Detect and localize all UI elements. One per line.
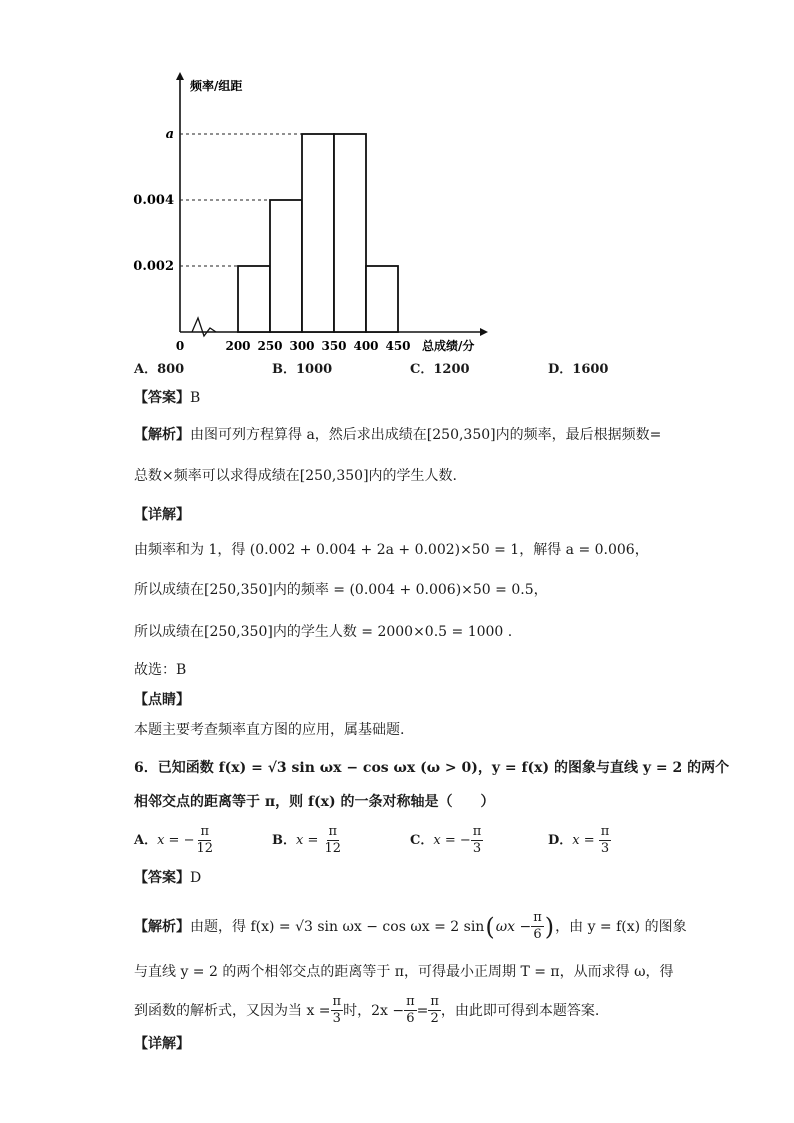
fraction-denominator: 3 xyxy=(332,1011,341,1026)
analysis-text: ，由 y = f(x) 的图象 xyxy=(555,918,687,935)
fraction xyxy=(531,910,544,943)
q5-analysis-line-1 xyxy=(134,425,661,445)
q6-stem-line-1: 6．已知函数 f(x) = √3 sin ωx − cos ωx (ω > 0)，y = f(x) 的图象与直线 y = 2 的两个 xyxy=(134,760,730,776)
x-tick-label: 250 xyxy=(257,339,283,353)
q6-option-a xyxy=(134,824,215,857)
option-label: A． xyxy=(134,833,158,848)
fraction xyxy=(599,824,612,857)
q6-option-d xyxy=(548,824,611,857)
paren-close: ) xyxy=(544,912,555,941)
option-expr: x = − xyxy=(433,833,471,848)
fraction xyxy=(471,824,484,857)
fraction-denominator: 6 xyxy=(406,1011,415,1026)
option-expr: x = xyxy=(296,833,323,848)
fraction xyxy=(194,824,215,857)
q5-comment: 本题主要考查频率直方图的应用，属基础题. xyxy=(134,722,405,738)
answer-value: B xyxy=(190,390,201,406)
q6-option-c xyxy=(410,824,483,857)
x-tick-label: 350 xyxy=(321,339,347,353)
fraction-numerator: π xyxy=(332,994,342,1009)
q6-analysis-line-1 xyxy=(134,910,687,943)
q5-choice: 故选：B xyxy=(134,662,187,678)
analysis-text: 由题，得 f(x) = √3 sin ωx − cos ωx = 2 sin xyxy=(190,918,485,935)
q6-option-b xyxy=(272,824,343,857)
option-expr: x = − xyxy=(157,833,195,848)
y-tick-label: a xyxy=(165,127,174,142)
q6-analysis-line-2: 与直线 y = 2 的两个相邻交点的距离等于 π，可得最小正周期 T = π，从而求得 ω，得 xyxy=(134,964,674,980)
histogram-bar xyxy=(238,266,270,332)
x-tick-label: 0 xyxy=(175,339,185,353)
histogram-bar xyxy=(366,266,398,332)
q6-stem-line-2: 相邻交点的距离等于 π，则 f(x) 的一条对称轴是（ ） xyxy=(134,794,495,810)
answer-value: D xyxy=(190,870,202,886)
q6-detail-tag: 【详解】 xyxy=(134,1036,190,1052)
q5-option-b: B．1000 xyxy=(272,362,333,377)
q5-detail-line-2: 所以成绩在[250,350]内的频率 = (0.004 + 0.006)×50 = 0.5， xyxy=(134,582,548,598)
fraction-numerator: π xyxy=(200,824,210,839)
fraction xyxy=(428,994,441,1027)
fraction-denominator: 12 xyxy=(196,841,214,856)
answer-tag: 【答案】 xyxy=(134,870,190,886)
q5-detail-tag: 【详解】 xyxy=(134,507,190,523)
fraction-numerator: π xyxy=(600,824,610,839)
q5-analysis-line-2: 总数×频率可以求得成绩在[250,350]内的学生人数. xyxy=(134,468,457,484)
histogram-bar xyxy=(302,134,334,332)
fraction-numerator: π xyxy=(430,994,439,1009)
analysis-text: ，由此即可得到本题答案. xyxy=(440,1002,600,1019)
x-tick-label: 400 xyxy=(353,339,379,353)
q5-option-d: D．1600 xyxy=(548,362,609,377)
histogram-bar xyxy=(334,134,366,332)
q5-detail-line-1: 由频率和为 1，得 (0.002 + 0.004 + 2a + 0.002)×50 = 1，解得 a = 0.006， xyxy=(134,542,649,558)
analysis-text: 由图可列方程算得 a，然后求出成绩在[250,350]内的频率，最后根据频数= xyxy=(190,427,662,443)
analysis-tag: 【解析】 xyxy=(134,918,190,935)
analysis-tag: 【解析】 xyxy=(134,427,190,443)
y-axis-label: 频率/组距 xyxy=(190,79,243,93)
x-tick-label: 200 xyxy=(225,339,251,353)
axis-break-mark xyxy=(192,318,216,336)
fraction xyxy=(404,994,417,1027)
x-axis-label: 总成绩/分 xyxy=(422,339,475,353)
y-tick-label: 0.004 xyxy=(133,193,174,208)
option-label: C． xyxy=(410,833,434,848)
q5-option-c: C．1200 xyxy=(410,362,470,377)
q5-answer xyxy=(134,388,200,408)
q5-comment-tag: 【点睛】 xyxy=(134,692,190,708)
q6-analysis-line-3 xyxy=(134,994,599,1027)
fraction xyxy=(331,994,344,1027)
fraction xyxy=(323,824,344,857)
histogram-chart xyxy=(133,70,510,353)
fraction-denominator: 6 xyxy=(533,927,542,942)
fraction-denominator: 3 xyxy=(600,841,610,856)
fraction-denominator: 3 xyxy=(472,841,482,856)
fraction-numerator: π xyxy=(328,824,338,839)
x-tick-label: 300 xyxy=(289,339,315,353)
q6-answer xyxy=(134,868,201,888)
fraction-denominator: 12 xyxy=(324,841,342,856)
histogram-bar xyxy=(270,200,302,332)
fraction-numerator: π xyxy=(406,994,415,1009)
fraction-denominator: 2 xyxy=(430,1011,439,1026)
q5-option-a: A．800 xyxy=(134,362,185,377)
y-axis-arrow xyxy=(176,72,184,80)
option-label: D． xyxy=(548,833,573,848)
analysis-expr: ωx − xyxy=(495,918,532,935)
fraction-numerator: π xyxy=(533,910,542,925)
option-expr: x = xyxy=(572,833,599,848)
x-axis-arrow xyxy=(480,328,488,336)
fraction-numerator: π xyxy=(472,824,482,839)
x-tick-label: 450 xyxy=(385,339,411,353)
q5-detail-line-3: 所以成绩在[250,350]内的学生人数 = 2000×0.5 = 1000 . xyxy=(134,624,513,640)
analysis-text: 到函数的解析式，又因为当 x = xyxy=(134,1002,331,1019)
option-label: B． xyxy=(272,833,296,848)
answer-tag: 【答案】 xyxy=(134,390,190,406)
paren-open: ( xyxy=(485,912,495,941)
y-tick-label: 0.002 xyxy=(133,259,174,274)
analysis-text: 时，2x − xyxy=(343,1002,405,1019)
analysis-text: = xyxy=(416,1002,429,1019)
